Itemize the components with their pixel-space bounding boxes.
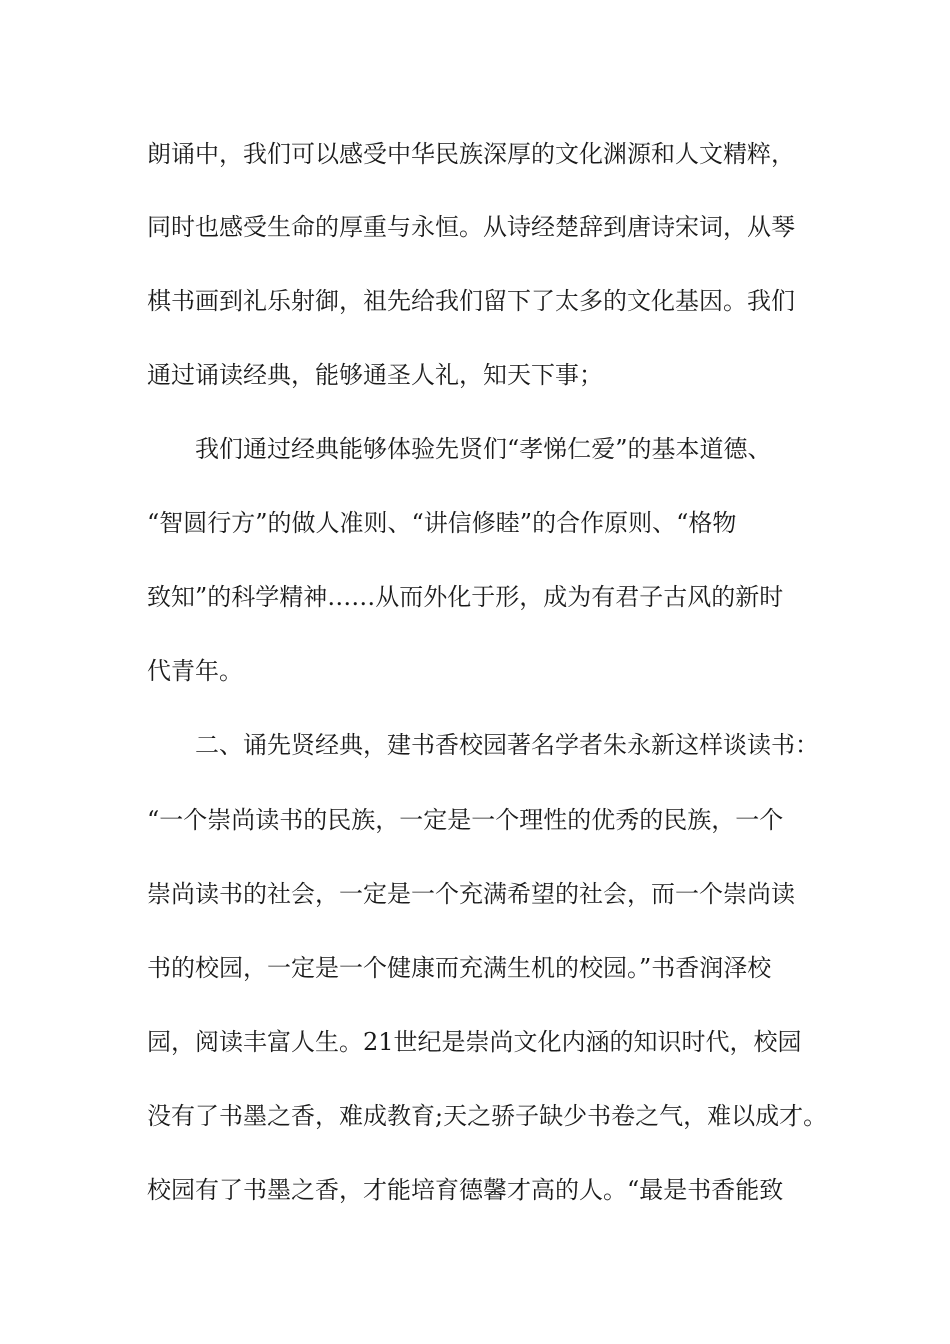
text-line: 同时也感受生命的厚重与永恒。从诗经楚辞到唐诗宋词，从琴 [147,213,795,241]
text-line: 致知”的科学精神……从而外化于形，成为有君子古风的新时 [147,583,784,611]
text-line: “智圆行方”的做人准则、“讲信修睦”的合作原则、“格物 [147,509,737,537]
paragraph-first-line: 我们通过经典能够体验先贤们“孝悌仁爱”的基本道德、 [195,435,772,463]
section-heading-line: 二、诵先贤经典，建书香校园著名学者朱永新这样谈读书： [195,731,819,759]
text-line: 书的校园，一定是一个健康而充满生机的校园。”书香润泽校 [147,954,772,982]
text-line: 通过诵读经典，能够通圣人礼，知天下事； [147,361,603,389]
text-line: 没有了书墨之香，难成教育;天之骄子缺少书卷之气，难以成才。 [147,1102,828,1130]
text-line: 棋书画到礼乐射御，祖先给我们留下了太多的文化基因。我们 [147,287,795,315]
text-line: 校园有了书墨之香，才能培育德馨才高的人。“最是书香能致 [147,1176,784,1204]
text-line: 代青年。 [147,657,243,685]
text-line: “一个崇尚读书的民族，一定是一个理性的优秀的民族，一个 [147,806,784,834]
text-line: 朗诵中，我们可以感受中华民族深厚的文化渊源和人文精粹， [147,140,795,168]
text-line: 崇尚读书的社会，一定是一个充满希望的社会，而一个崇尚读 [147,880,795,908]
text-line: 园，阅读丰富人生。21世纪是崇尚文化内涵的知识时代，校园 [147,1028,802,1056]
